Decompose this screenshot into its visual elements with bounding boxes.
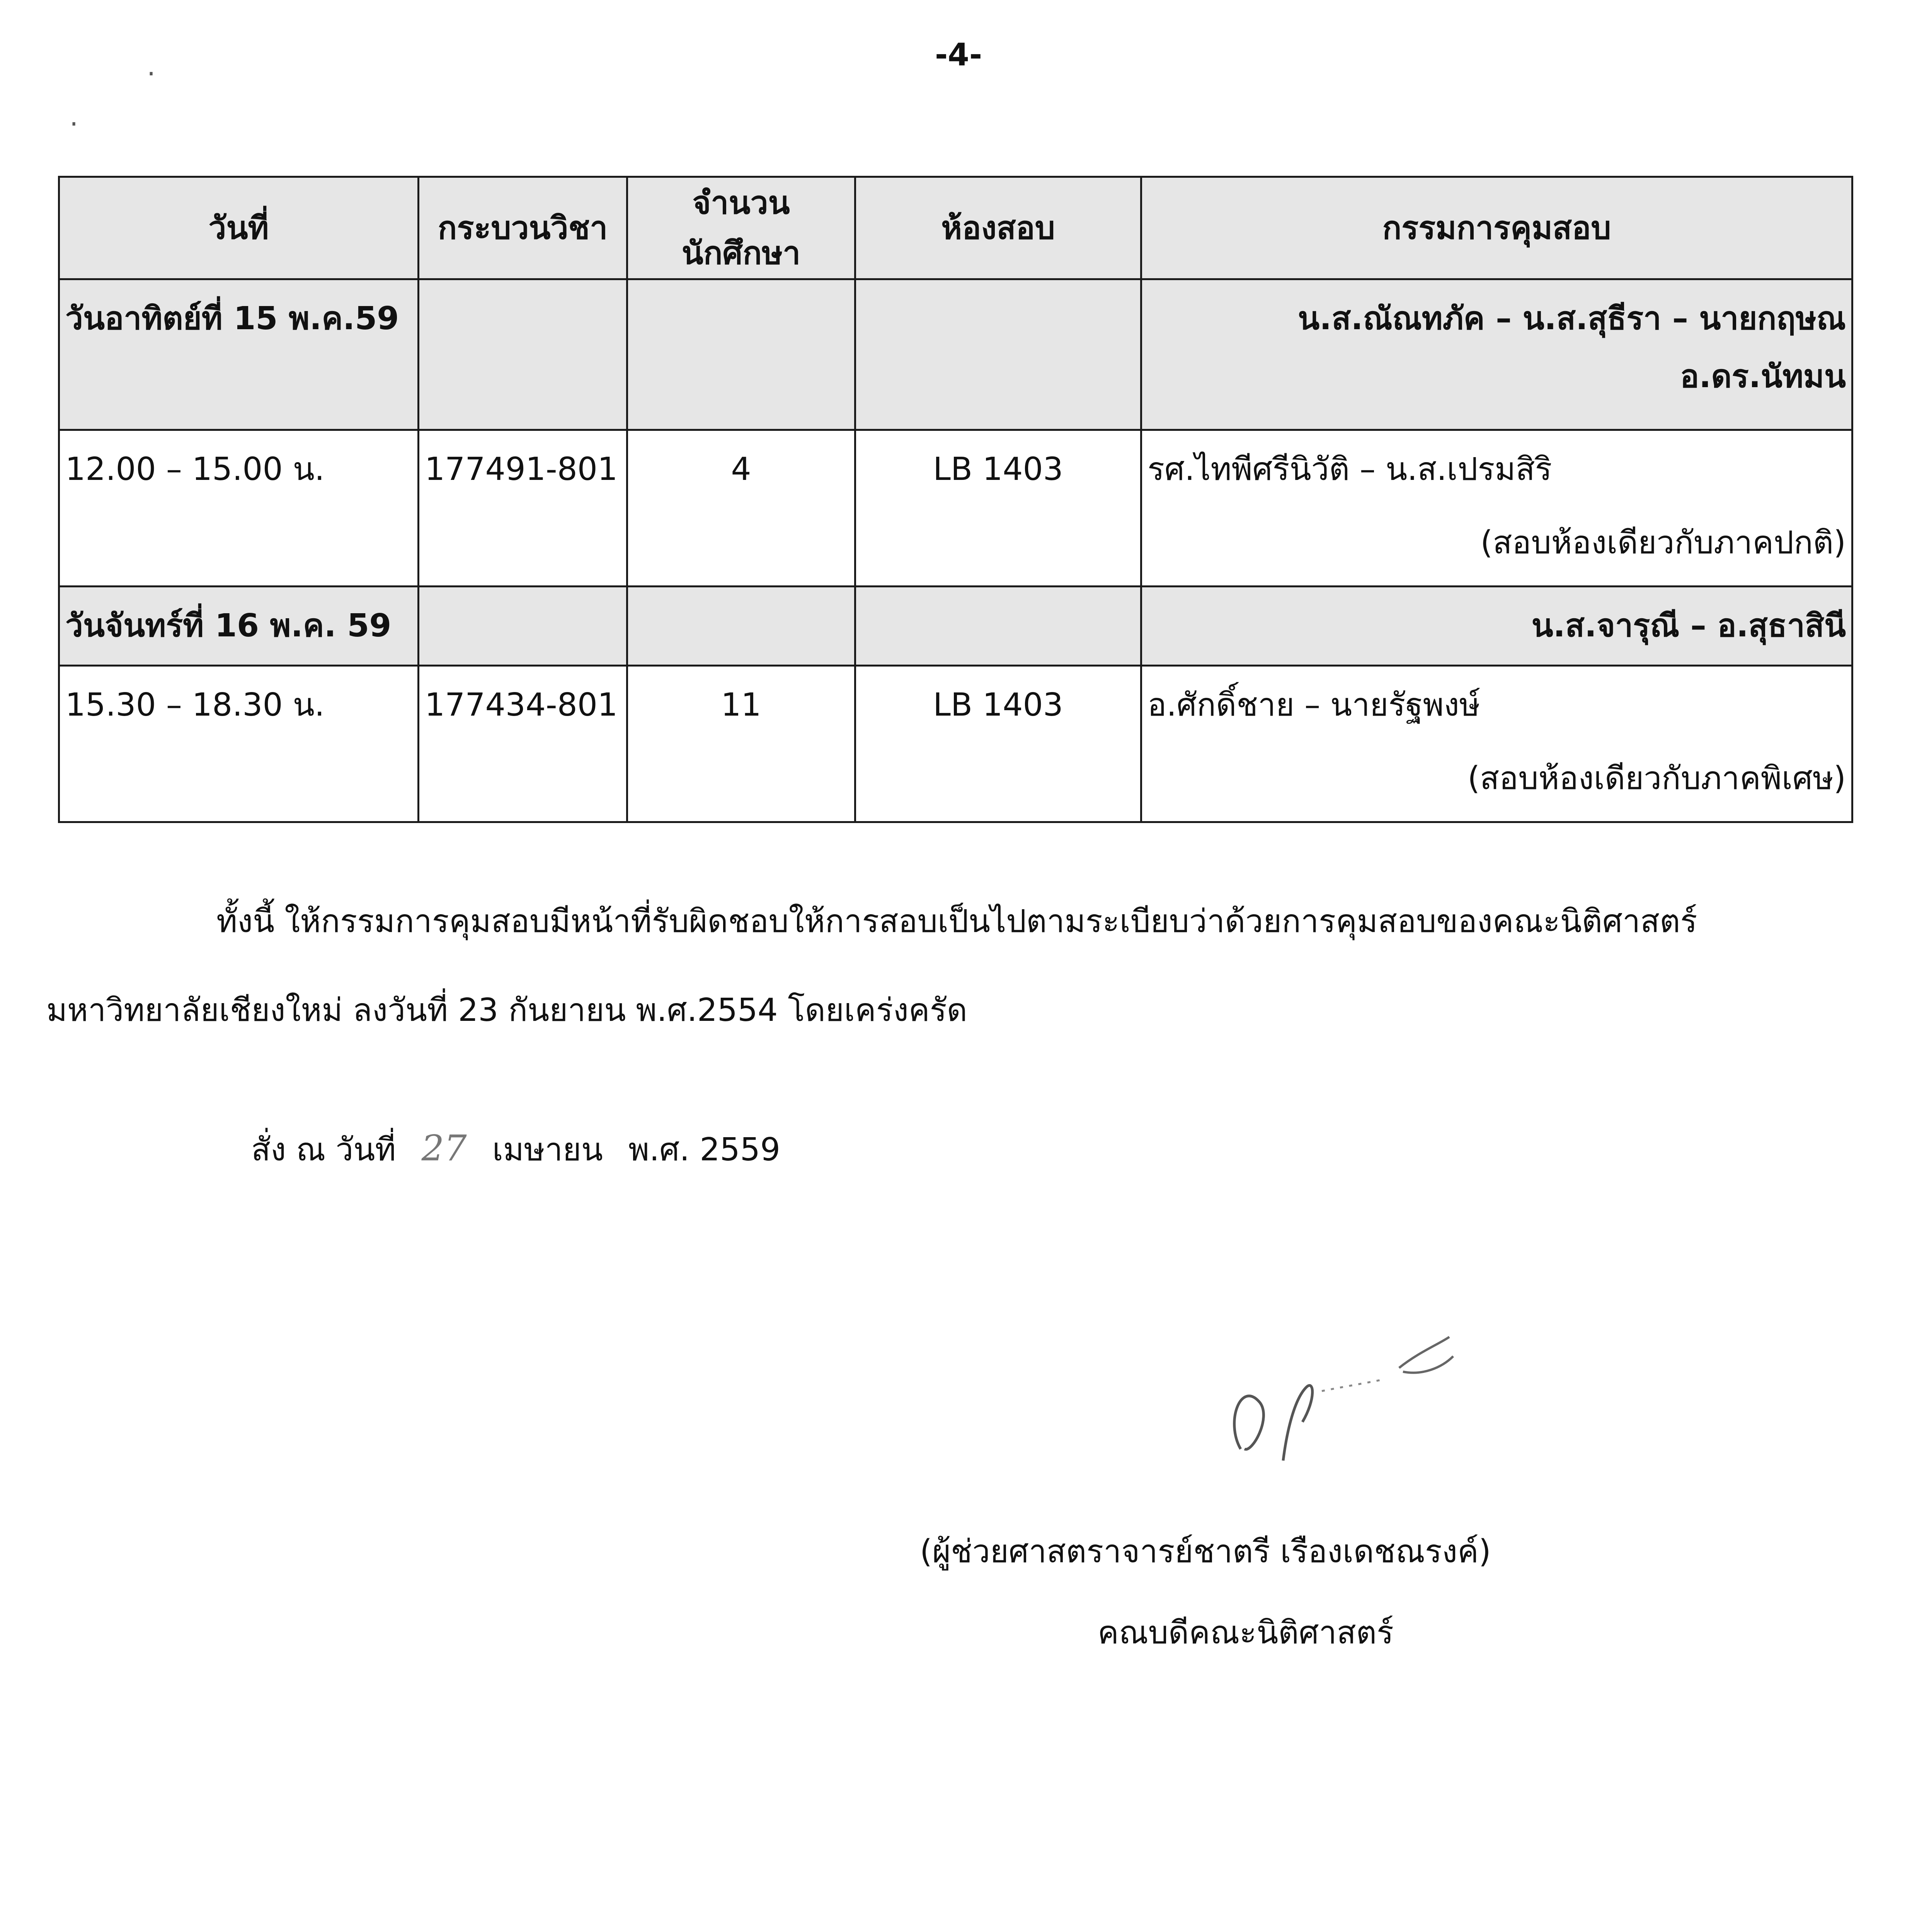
empty-cell [855, 587, 1141, 666]
date-text: วันอาทิตย์ที่ 15 พ.ค.59 [65, 300, 399, 337]
header-students: จำนวนนักศึกษา [627, 177, 855, 279]
course-code: 177434-801 [425, 687, 618, 723]
page-number: -4- [935, 37, 982, 73]
course-cell [419, 666, 627, 822]
proctors-line: อ.ศักดิ์ชาย – นายรัฐพงษ์ [1147, 687, 1480, 723]
header-proctors: กรรมการคุมสอบ [1141, 177, 1852, 279]
time-cell [59, 666, 419, 822]
table-row [59, 587, 1852, 666]
date-text: วันจันทร์ที่ 16 พ.ค. 59 [65, 607, 392, 644]
handwritten-signature [1217, 1321, 1488, 1484]
exam-schedule-table [58, 176, 1853, 823]
signatory-name: (ผู้ช่วยศาสตราจารย์ชาตรี เรืองเดชณรงค์) [920, 1533, 1491, 1570]
time-text: 15.30 – 18.30 น. [65, 687, 325, 723]
empty-cell [627, 587, 855, 666]
table-header-row [59, 177, 1852, 279]
order-day-handwritten: 27 [421, 1128, 467, 1169]
students-cell [627, 666, 855, 822]
date-cell [59, 279, 419, 430]
proctors-cell [1141, 279, 1852, 430]
scan-mark: · [147, 58, 156, 90]
body-paragraph-line-1: ทั้งนี้ ให้กรรมการคุมสอบมีหน้าที่รับผิดชอบให้การสอบเป็นไปตามระเบียบว่าด้วยการคุมสอบของคณะนิติศาสตร์ [216, 903, 1697, 940]
proctors-cell [1141, 587, 1852, 666]
proctors-line: รศ.ไทพีศรีนิวัติ – น.ส.เปรมสิริ [1147, 451, 1552, 488]
signatory-title: คณบดีคณะนิติศาสตร์ [1098, 1614, 1394, 1651]
date-cell [59, 587, 419, 666]
header-room: ห้องสอบ [855, 177, 1141, 279]
proctors-line: น.ส.ณัณทภัค – น.ส.สุธีรา – นายกฤษณ [1298, 300, 1846, 337]
proctors-line: อ.ดร.นัทมน [1680, 358, 1846, 395]
time-text: 12.00 – 15.00 น. [65, 451, 325, 488]
course-code: 177491-801 [425, 451, 618, 488]
room-name: LB 1403 [933, 687, 1063, 723]
table-row [59, 430, 1852, 587]
order-date-line [251, 1124, 796, 1175]
table-row [59, 279, 1852, 430]
time-cell [59, 430, 419, 587]
proctors-line: น.ส.จารุณี – อ.สุธาสินี [1531, 607, 1846, 644]
room-note: (สอบห้องเดียวกับภาคพิเศษ) [1468, 760, 1846, 797]
proctors-cell [1141, 666, 1852, 822]
room-cell [855, 430, 1141, 587]
student-count: 11 [721, 687, 761, 723]
order-year: พ.ศ. 2559 [628, 1131, 781, 1168]
order-month: เมษายน [492, 1131, 603, 1168]
empty-cell [855, 279, 1141, 430]
empty-cell [419, 587, 627, 666]
header-date: วันที่ [59, 177, 419, 279]
room-cell [855, 666, 1141, 822]
student-count: 4 [731, 451, 751, 488]
empty-cell [627, 279, 855, 430]
scan-mark: · [70, 108, 78, 140]
empty-cell [419, 279, 627, 430]
proctors-cell [1141, 430, 1852, 587]
room-note: (สอบห้องเดียวกับภาคปกติ) [1480, 524, 1846, 561]
order-prefix: สั่ง ณ วันที่ [251, 1131, 396, 1168]
body-paragraph-line-2: มหาวิทยาลัยเชียงใหม่ ลงวันที่ 23 กันยายน พ.ศ.2554 โดยเคร่งครัด [46, 992, 967, 1029]
students-cell [627, 430, 855, 587]
course-cell [419, 430, 627, 587]
room-name: LB 1403 [933, 451, 1063, 488]
table-row [59, 666, 1852, 822]
header-course: กระบวนวิชา [419, 177, 627, 279]
